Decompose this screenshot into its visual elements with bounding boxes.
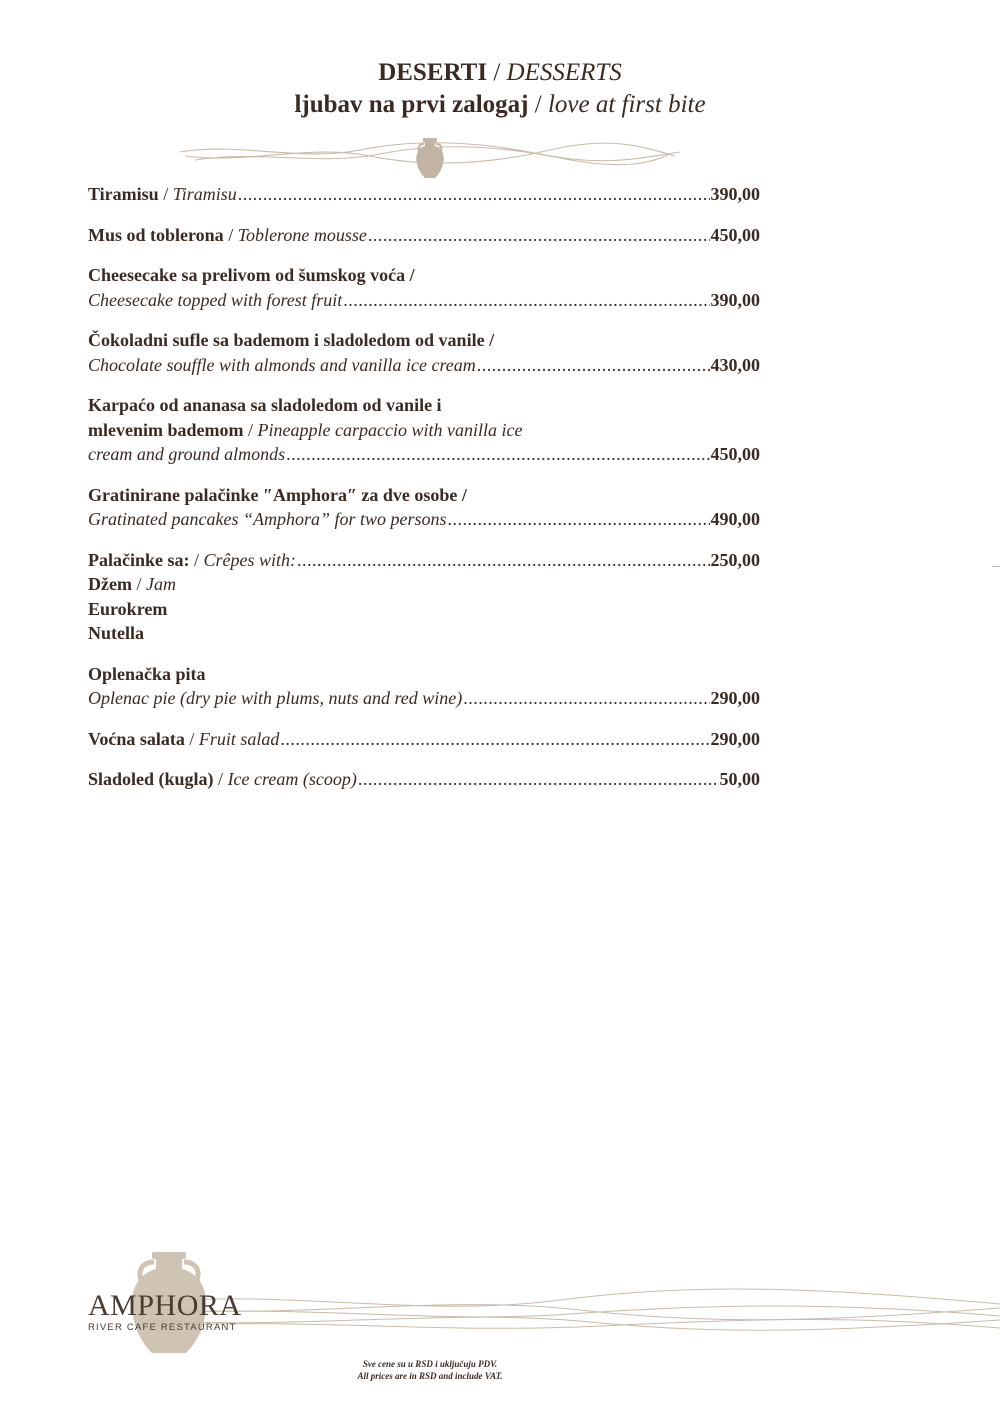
- brand-subtitle: RIVER CAFE RESTAURANT: [88, 1322, 237, 1333]
- vat-note: [0, 1358, 860, 1382]
- item-price: 430,00: [710, 354, 760, 375]
- title-english: DESSERTS: [506, 59, 622, 86]
- item-name-english: Pineapple carpaccio with vanilla ice: [257, 419, 523, 440]
- menu-item-cheesecake: [88, 263, 760, 312]
- item-name-serbian: Karpaćo od ananasa sa sladoledom od vanile i: [88, 395, 442, 415]
- item-price: 490,00: [710, 509, 760, 529]
- dot-leader: [343, 288, 709, 313]
- item-price: 390,00: [710, 289, 760, 310]
- option-separator: /: [131, 574, 146, 594]
- brand-name: AMPHORA: [88, 1289, 242, 1322]
- page-tagline: [0, 89, 1000, 121]
- item-name-english: Oplenac pie (dry pie with plums, nuts and red wine): [88, 688, 463, 708]
- item-name-english: Fruit salad: [198, 728, 280, 749]
- item-name-english: Chocolate souffle with almonds and vanilla ice cream: [88, 354, 476, 375]
- menu-item-toblerone-mousse: [88, 223, 760, 248]
- tagline-separator: /: [528, 91, 548, 118]
- header-wave-ornament: [180, 134, 680, 182]
- dot-leader: [368, 223, 710, 248]
- menu-item-oplenac-pie: [88, 662, 760, 711]
- title-serbian: DESERTI: [378, 59, 488, 86]
- option-name-serbian: Džem: [88, 574, 132, 594]
- item-name-serbian: Tiramisu: [88, 184, 159, 204]
- item-name-english: Crêpes with:: [203, 549, 297, 570]
- item-name-serbian: Čokoladni sufle sa bademom i sladoledom od vanile /: [88, 330, 495, 350]
- menu-item-ice-cream: [88, 767, 760, 792]
- dessert-menu: [88, 182, 760, 808]
- amphora-icon: [416, 138, 443, 178]
- item-price: 390,00: [710, 184, 760, 204]
- menu-item-crepes: [88, 548, 760, 646]
- item-price: 290,00: [710, 728, 760, 749]
- item-name-serbian: Voćna salata: [88, 728, 185, 749]
- dot-leader: [448, 507, 710, 532]
- option-name-english: Jam: [146, 574, 176, 594]
- crepe-option: [88, 572, 760, 597]
- brand-logo: [88, 1290, 248, 1334]
- vat-note-english: All prices are in RSD and include VAT.: [357, 1371, 503, 1381]
- page-title: [0, 57, 1000, 89]
- menu-item-pineapple-carpaccio: [88, 393, 760, 467]
- item-name-english-cont: cream and ground almonds: [88, 444, 286, 464]
- item-name-serbian-cont: mlevenim bademom: [88, 419, 244, 440]
- item-separator: /: [223, 224, 238, 245]
- item-name-serbian: Sladoled (kugla): [88, 769, 214, 789]
- dot-leader: [297, 548, 709, 573]
- item-name-english: Tiramisu: [172, 184, 237, 204]
- item-name-english: Gratinated pancakes “Amphora” for two persons: [88, 509, 447, 529]
- dot-leader: [358, 767, 719, 792]
- page-edge-mark: [992, 566, 1000, 567]
- menu-item-fruit-salad: [88, 727, 760, 752]
- item-name-serbian: Oplenačka pita: [88, 663, 206, 684]
- item-separator: /: [189, 549, 204, 570]
- tagline-english: love at first bite: [547, 91, 706, 118]
- item-price: 50,00: [719, 769, 760, 789]
- page-header: [0, 57, 1000, 121]
- item-separator: /: [243, 419, 258, 440]
- option-name-serbian: Nutella: [88, 623, 144, 643]
- item-separator: /: [158, 184, 173, 204]
- tagline-serbian: ljubav na prvi zalogaj: [294, 91, 529, 118]
- item-name-serbian: Gratinirane palačinke ″Amphora″ za dve osobe /: [88, 484, 467, 505]
- item-price: 290,00: [710, 688, 760, 708]
- item-price: 450,00: [710, 444, 760, 464]
- item-price: 450,00: [710, 224, 760, 245]
- dot-leader: [280, 727, 709, 752]
- crepe-option: [88, 621, 760, 646]
- menu-item-gratinated-pancakes: [88, 483, 760, 532]
- item-name-english: Toblerone mousse: [237, 224, 367, 245]
- menu-item-chocolate-souffle: [88, 328, 760, 377]
- title-separator: /: [487, 59, 507, 86]
- dot-leader: [477, 353, 710, 378]
- dot-leader: [286, 442, 709, 467]
- item-name-serbian: Mus od toblerona: [88, 224, 224, 245]
- vat-note-serbian: Sve cene su u RSD i uključuju PDV.: [362, 1359, 498, 1369]
- dot-leader: [463, 686, 709, 711]
- item-separator: /: [184, 728, 199, 749]
- item-price: 250,00: [710, 549, 760, 570]
- dot-leader: [238, 182, 710, 207]
- crepe-option: [88, 597, 760, 622]
- option-name-serbian: Eurokrem: [88, 598, 168, 619]
- item-name-serbian: Palačinke sa:: [88, 549, 190, 570]
- item-name-english: Ice cream (scoop): [227, 769, 357, 789]
- item-name-serbian: Cheesecake sa prelivom od šumskog voća /: [88, 265, 415, 285]
- item-separator: /: [213, 769, 228, 789]
- item-name-english: Cheesecake topped with forest fruit: [88, 289, 343, 310]
- menu-item-tiramisu: [88, 182, 760, 207]
